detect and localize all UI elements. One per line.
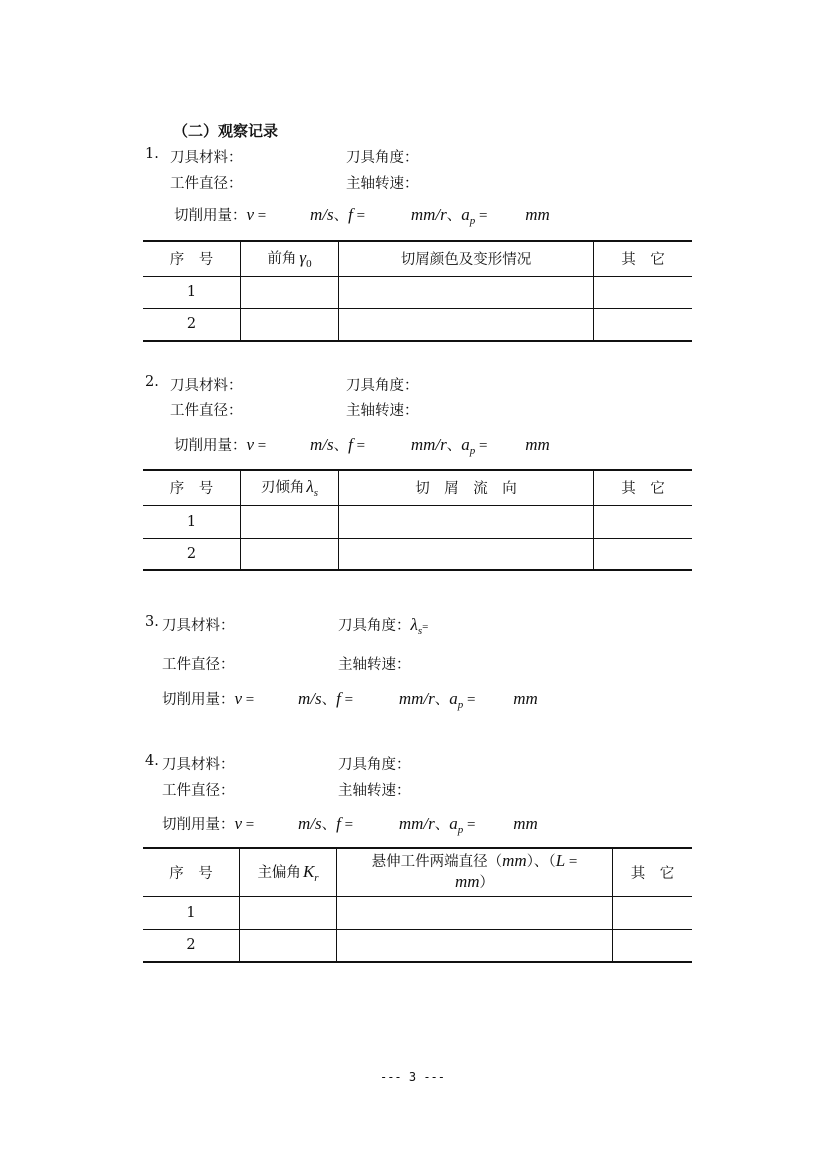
table-row bbox=[143, 538, 692, 570]
group-4-tool-angle-label: 刀具角度： bbox=[338, 757, 411, 773]
cutting-params-label: 切削用量： bbox=[174, 208, 247, 224]
group-1-number: 1. bbox=[145, 146, 159, 162]
header-index: 序 号 bbox=[143, 848, 240, 896]
group-3-tool-angle: 刀具角度：$\lambda_s=$ bbox=[338, 615, 429, 637]
table-header-row bbox=[143, 241, 692, 276]
header-chip-flow: 切 屑 流 向 bbox=[339, 470, 594, 505]
group-3-spindle-speed-label: 主轴转速： bbox=[338, 657, 411, 673]
header-chip-color: 切屑颜色及变形情况 bbox=[339, 241, 594, 276]
group-4-table bbox=[143, 847, 692, 963]
group-4-workpiece-diameter-label: 工件直径： bbox=[162, 783, 235, 799]
group-2-tool-material-label: 刀具材料： bbox=[170, 378, 243, 394]
table-cell[interactable] bbox=[594, 308, 693, 341]
row-index: 1 bbox=[143, 896, 240, 929]
group-4-spindle-speed-label: 主轴转速： bbox=[338, 783, 411, 799]
group-1-tool-material-label: 刀具材料： bbox=[170, 150, 243, 166]
group-4-number: 4. bbox=[145, 753, 159, 769]
group-3-workpiece-diameter-label: 工件直径： bbox=[162, 657, 235, 673]
group-1-table bbox=[143, 240, 692, 342]
page-number: --- 3 --- bbox=[379, 1070, 446, 1084]
group-1-tool-angle-label: 刀具角度： bbox=[346, 150, 419, 166]
table-row bbox=[143, 276, 692, 308]
table-cell[interactable] bbox=[337, 896, 613, 929]
group-4-tool-material-label: 刀具材料： bbox=[162, 757, 235, 773]
table-cell[interactable] bbox=[339, 505, 594, 538]
table-cell[interactable] bbox=[241, 538, 339, 570]
row-index: 2 bbox=[143, 929, 240, 962]
table-header-row bbox=[143, 470, 692, 505]
section-title: （二）观察记录 bbox=[173, 122, 279, 140]
table-row bbox=[143, 929, 692, 962]
table-cell[interactable] bbox=[241, 505, 339, 538]
table-row bbox=[143, 308, 692, 341]
table-cell[interactable] bbox=[594, 505, 693, 538]
row-index: 1 bbox=[143, 276, 241, 308]
group-3-number: 3. bbox=[145, 614, 159, 630]
table-header-row bbox=[143, 848, 692, 896]
table-cell[interactable] bbox=[594, 538, 693, 570]
group-2-cutting-params: 切削用量：v = m/s、f = mm/r、$a_p$ = mm bbox=[174, 435, 550, 457]
table-cell[interactable] bbox=[339, 308, 594, 341]
group-2-workpiece-diameter-label: 工件直径： bbox=[170, 403, 243, 419]
table-cell[interactable] bbox=[613, 896, 693, 929]
table-cell[interactable] bbox=[339, 538, 594, 570]
group-2-table bbox=[143, 469, 692, 571]
table-cell[interactable] bbox=[337, 929, 613, 962]
group-3-tool-material-label: 刀具材料： bbox=[162, 618, 235, 634]
table-cell[interactable] bbox=[339, 276, 594, 308]
header-other: 其 它 bbox=[594, 470, 693, 505]
table-cell[interactable] bbox=[240, 896, 337, 929]
header-index: 序 号 bbox=[143, 241, 241, 276]
header-index: 序 号 bbox=[143, 470, 241, 505]
group-1-spindle-speed-label: 主轴转速： bbox=[346, 176, 419, 192]
header-overhang-diameter: 悬伸工件两端直径（mm）、（L = mm） bbox=[337, 848, 613, 896]
row-index: 1 bbox=[143, 505, 241, 538]
row-index: 2 bbox=[143, 538, 241, 570]
header-lead-angle: 主偏角 $K_r$ bbox=[240, 848, 337, 896]
table-row bbox=[143, 505, 692, 538]
table-cell[interactable] bbox=[241, 276, 339, 308]
group-1-cutting-params: 切削用量：v = m/s、f = mm/r、$a_p$ = mm bbox=[174, 205, 550, 227]
table-cell[interactable] bbox=[241, 308, 339, 341]
header-rake-angle: 前角 $\gamma_0$ bbox=[241, 241, 339, 276]
group-3-cutting-params: 切削用量：v = m/s、f = mm/r、$a_p$ = mm bbox=[162, 689, 538, 711]
header-inclination-angle: 刃倾角 $\lambda_s$ bbox=[241, 470, 339, 505]
table-cell[interactable] bbox=[594, 276, 693, 308]
header-other: 其 它 bbox=[613, 848, 693, 896]
group-2-tool-angle-label: 刀具角度： bbox=[346, 378, 419, 394]
table-cell[interactable] bbox=[240, 929, 337, 962]
row-index: 2 bbox=[143, 308, 241, 341]
group-1-workpiece-diameter-label: 工件直径： bbox=[170, 176, 243, 192]
group-2-number: 2. bbox=[145, 374, 159, 390]
header-other: 其 它 bbox=[594, 241, 693, 276]
group-4-cutting-params: 切削用量：v = m/s、f = mm/r、$a_p$ = mm bbox=[162, 814, 538, 836]
table-row bbox=[143, 896, 692, 929]
table-cell[interactable] bbox=[613, 929, 693, 962]
group-2-spindle-speed-label: 主轴转速： bbox=[346, 403, 419, 419]
